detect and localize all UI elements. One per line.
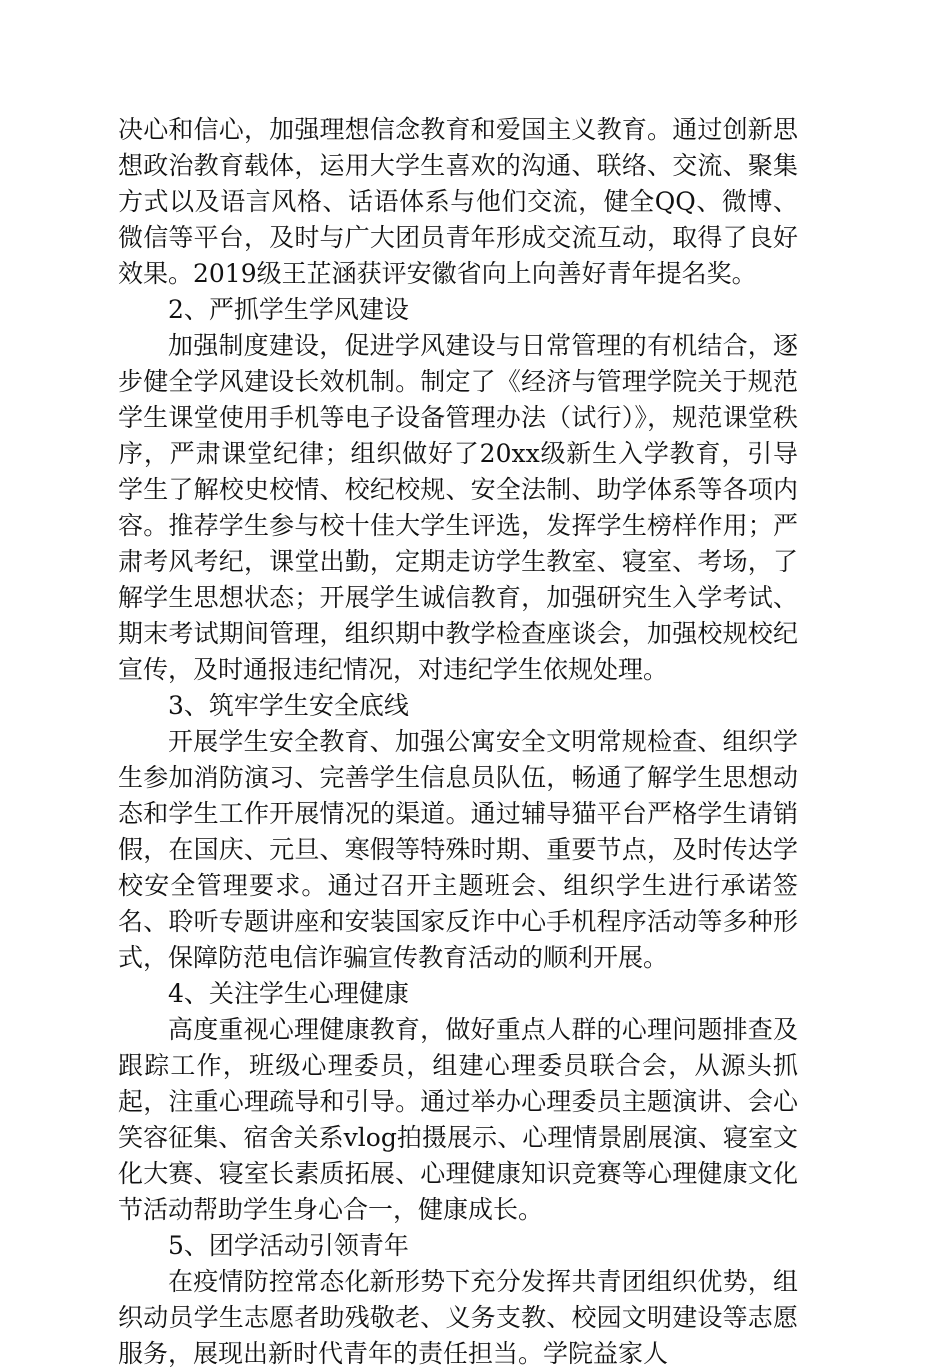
paragraph-mental-health: 高度重视心理健康教育，做好重点人群的心理问题排查及跟踪工作，班级心理委员，组建心理委员联合会，从源头抓起，注重心理疏导和引导。通过举办心理委员主题演讲、会心笑容征集、宿舍关系vlog拍摄展示、心理情景剧展演、寝室文化大赛、寝室长素质拓展、心理健康知识竞赛等心理健康文化节活动帮助学生身心合一，健康成长。: [118, 1015, 798, 1224]
section-heading-safety: 3、筑牢学生安全底线: [168, 691, 409, 720]
paragraph-study-style: 加强制度建设，促进学风建设与日常管理的有机结合，逐步健全学风建设长效机制。制定了《经济与管理学院关于规范学生课堂使用手机等电子设备管理办法（试行）》，规范课堂秩序，严肃课堂纪律；组织做好了20xx级新生入学教育，引导学生了解校史校情、校纪校规、安全法制、助学体系等各项内容。推荐学生参与校十佳大学生评选，发挥学生榜样作用；严肃考风考纪，课堂出勤，定期走访学生教室、寝室、考场，了解学生思想状态；开展学生诚信教育，加强研究生入学考试、期末考试期间管理，组织期中教学检查座谈会，加强校规校纪宣传，及时通报违纪情况，对违纪学生依规处理。: [118, 331, 798, 684]
section-heading-study-style: 2、严抓学生学风建设: [168, 295, 409, 324]
section-heading-mental-health: 4、关注学生心理健康: [168, 979, 409, 1008]
paragraph-youth-activities: 在疫情防控常态化新形势下充分发挥共青团组织优势，组织动员学生志愿者助残敬老、义务支教、校园文明建设等志愿服务，展现出新时代青年的责任担当。学院益家人: [118, 1267, 798, 1368]
paragraph-ideological-education: 决心和信心，加强理想信念教育和爱国主义教育。通过创新思想政治教育载体，运用大学生喜欢的沟通、联络、交流、聚集方式以及语言风格、话语体系与他们交流，健全QQ、微博、微信等平台，及时与广大团员青年形成交流互动，取得了良好效果。2019级王芷涵获评安徽省向上向善好青年提名奖。: [118, 115, 798, 288]
paragraph-safety: 开展学生安全教育、加强公寓安全文明常规检查、组织学生参加消防演习、完善学生信息员队伍，畅通了解学生思想动态和学生工作开展情况的渠道。通过辅导猫平台严格学生请销假，在国庆、元旦、寒假等特殊时期、重要节点，及时传达学校安全管理要求。通过召开主题班会、组织学生进行承诺签名、聆听专题讲座和安装国家反诈中心手机程序活动等多种形式，保障防范电信诈骗宣传教育活动的顺利开展。: [118, 727, 798, 972]
document-page: [118, 112, 798, 1372]
section-heading-youth-activities: 5、团学活动引领青年: [168, 1231, 409, 1260]
